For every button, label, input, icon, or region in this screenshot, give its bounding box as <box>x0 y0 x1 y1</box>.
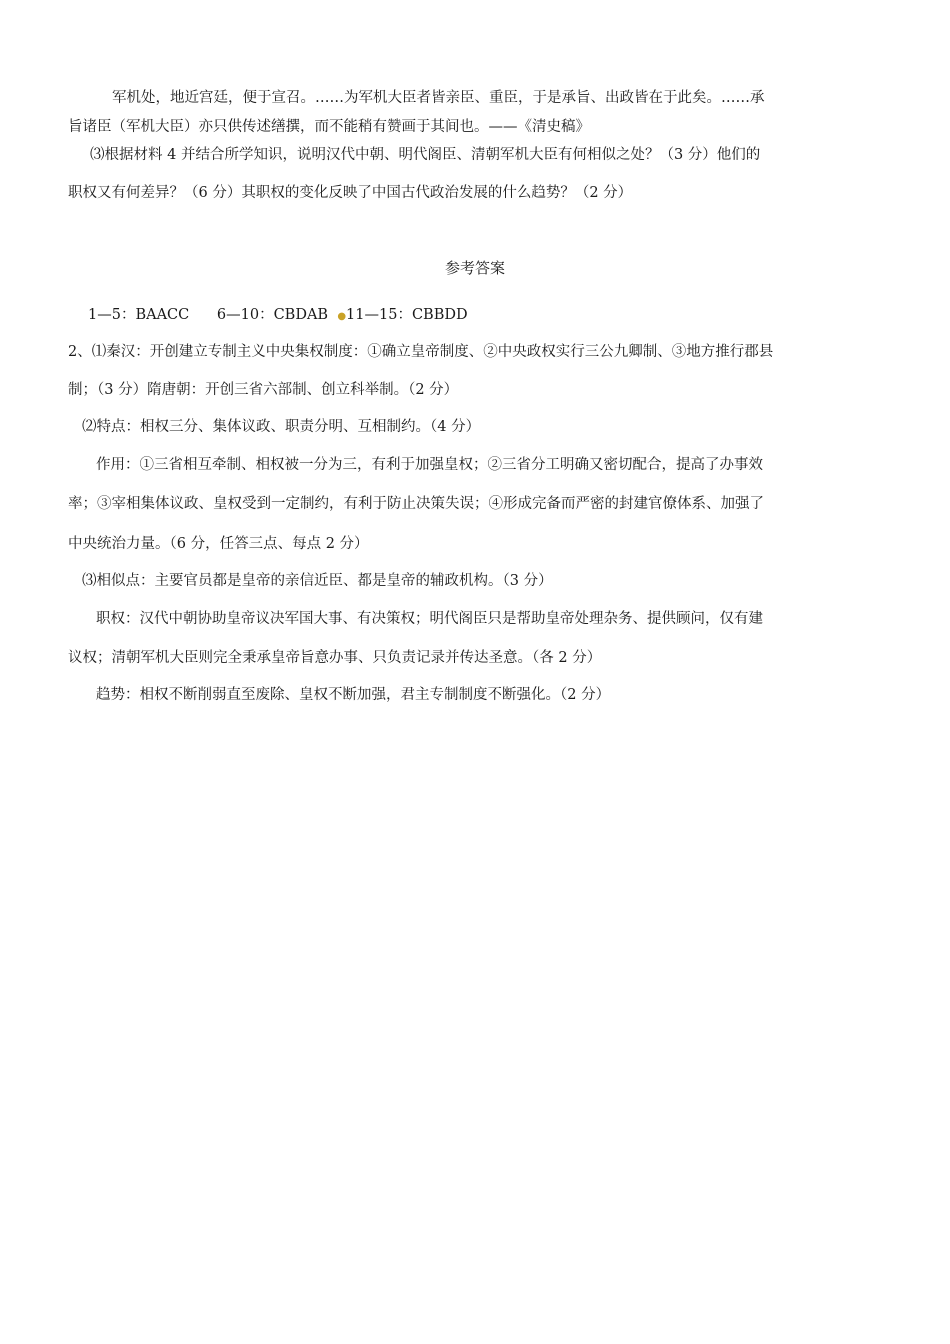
choice-answers <box>88 305 468 327</box>
dot-mark: ● <box>337 311 347 322</box>
answer-2-3-line-4: 趋势：相权不断削弱直至废除、皇权不断加强，君主专制制度不断强化。（2 分） <box>96 687 611 703</box>
answer-2-2-line-3: 率；③宰相集体议政、皇权受到一定制约，有利于防止决策失误；④形成完备而严密的封建官僚体系、加强了 <box>68 496 764 512</box>
question-3-line-1: ⑶根据材料 4 并结合所学知识，说明汉代中朝、明代阁臣、清朝军机大臣有何相似之处？（3 分）他们的 <box>90 147 761 163</box>
answer-2-2-line-1: ⑵特点：相权三分、集体议政、职责分明、互相制约。（4 分） <box>82 419 481 435</box>
answer-2-2-line-2: 作用：①三省相互牵制、相权被一分为三，有利于加强皇权；②三省分工明确又密切配合，提高了办事效 <box>96 457 763 473</box>
answer-2-3-line-2: 职权：汉代中朝协助皇帝议决军国大事、有决策权；明代阁臣只是帮助皇帝处理杂务、提供顾问，仅有建 <box>96 611 763 627</box>
choice-answers-6-10: 6—10：CBDAB <box>216 307 329 323</box>
material-quote-line-1: 军机处，地近宫廷，便于宣召。……为军机大臣者皆亲臣、重臣，于是承旨、出政皆在于此矣。……承 <box>112 90 765 106</box>
answer-2-1-line-1: 2、⑴秦汉：开创建立专制主义中央集权制度：①确立皇帝制度、②中央政权实行三公九卿制、③地方推行郡县 <box>68 344 774 360</box>
answer-title: 参考答案 <box>444 259 505 277</box>
answer-2-2-line-4: 中央统治力量。（6 分，任答三点、每点 2 分） <box>68 536 369 552</box>
question-3-line-2: 职权又有何差异？（6 分）其职权的变化反映了中国古代政治发展的什么趋势？（2 分） <box>68 185 633 201</box>
choice-answers-1-5: 1—5：BAACC <box>88 307 190 323</box>
answer-2-3-line-1: ⑶相似点：主要官员都是皇帝的亲信近臣、都是皇帝的辅政机构。（3 分） <box>82 573 553 589</box>
answer-2-3-line-3: 议权；清朝军机大臣则完全秉承皇帝旨意办事、只负责记录并传达圣意。（各 2 分） <box>68 650 602 666</box>
material-quote-line-2: 旨诸臣（军机大臣）亦只供传述缮撰，而不能稍有赞画于其间也。——《清史稿》 <box>68 119 590 135</box>
choice-answers-11-15: 11—15：CBBDD <box>346 307 468 323</box>
answer-2-1-line-2: 制；（3 分）隋唐朝：开创三省六部制、创立科举制。（2 分） <box>68 382 459 398</box>
